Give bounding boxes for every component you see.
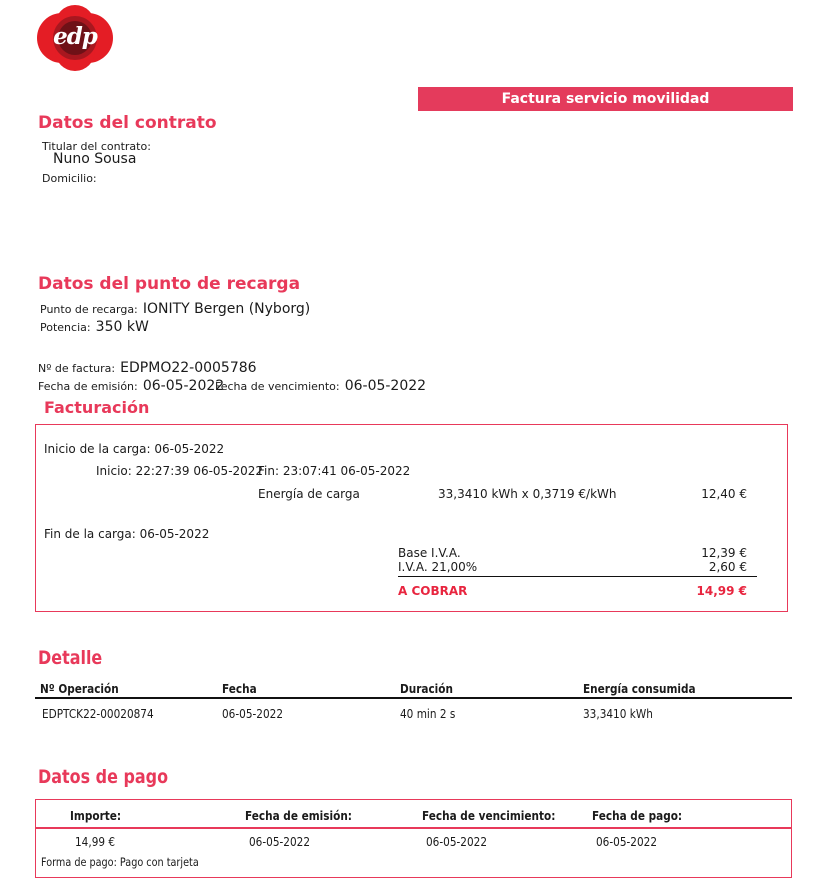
payment-header-divider: [36, 827, 791, 829]
payment-cell-due: 06-05-2022: [426, 834, 488, 849]
session-start: Inicio: 22:27:39 06-05-2022: [96, 464, 264, 478]
contract-address-label: Domicilio:: [42, 172, 97, 185]
charge-point-value: IONITY Bergen (Nyborg): [142, 301, 311, 317]
totals-divider: [398, 576, 757, 577]
detail-section-heading: Detalle: [38, 647, 103, 669]
payment-box: [35, 799, 792, 878]
payment-method: Forma de pago: Pago con tarjeta: [41, 855, 199, 869]
energy-detail: 33,3410 kWh x 0,3719 €/kWh: [438, 487, 617, 501]
charge-point-section-heading: Datos del punto de recarga: [38, 274, 301, 294]
issue-date-value: 06-05-2022: [142, 378, 225, 394]
charge-point-row: [40, 298, 310, 317]
detail-cell-duration: 40 min 2 s: [400, 706, 456, 721]
banner-title: Factura servicio movilidad: [501, 91, 710, 107]
edp-logo: [36, 4, 118, 72]
contract-section-heading: Datos del contrato: [38, 113, 217, 133]
contract-holder-label: Titular del contrato:: [42, 140, 151, 153]
issue-date-row: [38, 375, 224, 394]
payment-col-paydate: Fecha de pago:: [592, 808, 683, 823]
power-row: [40, 316, 149, 335]
power-value: 350 kW: [95, 319, 149, 335]
detail-col-duration: Duración: [400, 681, 453, 696]
detail-cell-energy: 33,3410 kWh: [583, 706, 653, 721]
contract-holder-value: Nuno Sousa: [53, 151, 137, 167]
energy-label: Energía de carga: [258, 487, 360, 501]
payment-col-issue: Fecha de emisión:: [245, 808, 353, 823]
payment-cell-paydate: 06-05-2022: [596, 834, 658, 849]
invoice-number-row: [38, 357, 257, 376]
detail-col-operation: Nº Operación: [40, 681, 119, 696]
charge-point-label: Punto de recarga:: [40, 303, 138, 316]
due-date-value: 06-05-2022: [344, 378, 427, 394]
session-end: Fin: 23:07:41 06-05-2022: [258, 464, 411, 478]
vat-base-amount: 12,39 €: [701, 546, 747, 560]
issue-date-label: Fecha de emisión:: [38, 380, 138, 393]
invoice-type-banner: [418, 87, 793, 111]
payment-section-heading: Datos de pago: [38, 766, 169, 788]
charge-start: Inicio de la carga: 06-05-2022: [44, 442, 225, 456]
detail-cell-date: 06-05-2022: [222, 706, 284, 721]
detail-col-energy: Energía consumida: [583, 681, 696, 696]
detail-cell-operation: EDPTCK22-00020874: [42, 706, 154, 721]
detail-col-date: Fecha: [222, 681, 257, 696]
due-date-label: Fecha de vencimiento:: [215, 380, 340, 393]
invoice-number-label: Nº de factura:: [38, 362, 116, 375]
energy-amount: 12,40 €: [701, 487, 747, 501]
payment-col-amount: Importe:: [70, 808, 122, 823]
payment-cell-issue: 06-05-2022: [249, 834, 311, 849]
charge-end: Fin de la carga: 06-05-2022: [44, 527, 210, 541]
table-row: [42, 706, 175, 721]
invoice-number-value: EDPMO22-0005786: [120, 360, 257, 376]
detail-header-divider: [35, 697, 792, 699]
total-label: A COBRAR: [398, 584, 468, 598]
vat-label: I.V.A. 21,00%: [398, 560, 478, 574]
billing-section-heading: Facturación: [44, 398, 150, 417]
vat-amount: 2,60 €: [708, 560, 747, 574]
power-label: Potencia:: [40, 321, 91, 334]
table-row: [75, 834, 123, 849]
edp-logo-text: edp: [53, 23, 97, 50]
billing-box: [35, 424, 788, 612]
payment-col-due: Fecha de vencimiento:: [422, 808, 556, 823]
due-date-row: [215, 375, 426, 394]
vat-base-label: Base I.V.A.: [398, 546, 461, 560]
payment-cell-amount: 14,99 €: [75, 834, 116, 849]
total-amount: 14,99 €: [696, 584, 747, 598]
